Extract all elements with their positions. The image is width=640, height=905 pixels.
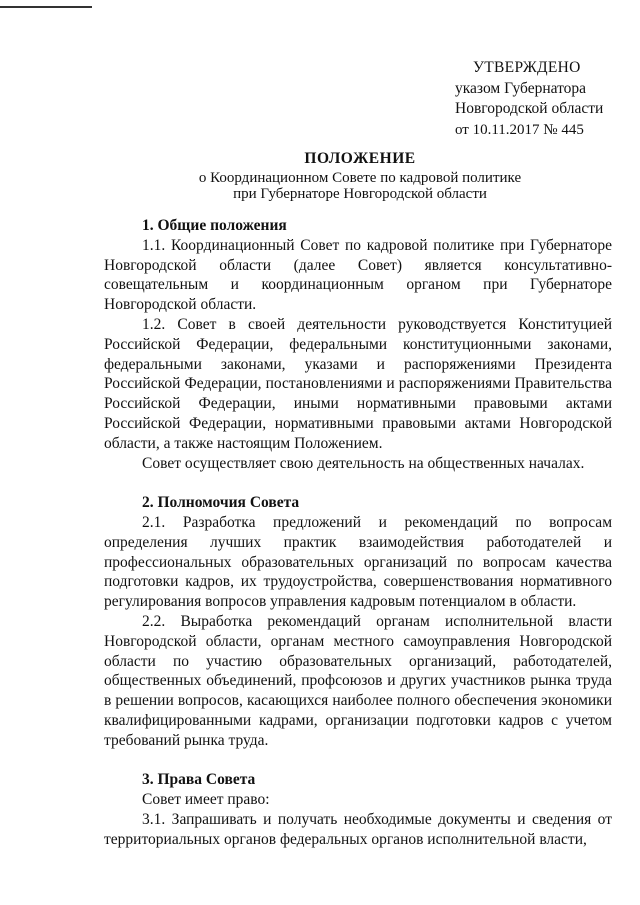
approval-line-1: указом Губернатора bbox=[455, 79, 587, 97]
subtitle-line-1: о Координационном Совете по кадровой политике bbox=[198, 170, 522, 186]
approval-title: УТВЕРЖДЕНО bbox=[473, 59, 581, 76]
document-title: ПОЛОЖЕНИЕ bbox=[304, 150, 416, 167]
scan-corner-line bbox=[0, 6, 92, 8]
paragraph-3-intro: Совет имеет право: bbox=[142, 791, 270, 809]
paragraph-1-2: 1.2. Совет в своей деятельности руководствуется Конституцией Российской Федерации, федеральными конституционными законами, федеральными законами, указами и распоряжениями Президента Российской Федерации, постановлениями и распоряжениями Правительства Российской Федерации, иными нормативными правовыми актами Российской Федерации, нормативными правовыми актами Новгородской области, а также настоящим Положением. bbox=[104, 315, 612, 452]
paragraph-2-1: 2.1. Разработка предложений и рекомендаций по вопросам определения лучших практик взаимодействия работодателей и профессиональных образовательных организаций по вопросам качества подготовки кадров, их трудоустройства, совершенствования нормативного регулирования вопросов управления кадровым потенциалом в области. bbox=[104, 513, 612, 611]
approval-stamp bbox=[455, 58, 630, 140]
section-gap bbox=[104, 473, 612, 493]
section-1-heading: 1. Общие положения bbox=[142, 217, 287, 234]
paragraph-2-2: 2.2. Выработка рекомендаций органам исполнительной власти Новгородской области, органам местного самоуправления Новгородской области по участию образовательных организаций, работодателей, общественных объединений, профсоюзов и других участников рынка труда в решении вопросов, касающихся наиболее полного обеспечения экономики квалифицированными кадрами, организации подготовки кадров с учетом требований рынка труда. bbox=[104, 612, 612, 749]
paragraph-1-3: Совет осуществляет свою деятельность на общественных началах. bbox=[142, 454, 585, 472]
section-2-heading: 2. Полномочия Совета bbox=[142, 494, 300, 512]
section-gap bbox=[104, 751, 612, 771]
paragraph-3-1: 3.1. Запрашивать и получать необходимые документы и сведения от территориальных органов федеральных органов исполнительной власти, bbox=[104, 810, 612, 848]
approval-line-3: от 10.11.2017 № 445 bbox=[455, 121, 584, 138]
approval-line-2: Новгородской области bbox=[455, 100, 604, 117]
subtitle-line-2: при Губернаторе Новгородской области bbox=[233, 186, 487, 202]
section-3-heading: 3. Права Совета bbox=[142, 771, 256, 789]
document-subtitle bbox=[110, 170, 610, 202]
paragraph-1-1: 1.1. Координационный Совет по кадровой политике при Губернаторе Новгородской области (далее Совет) является консультативно-совещательным и координационным органом при Губернаторе Новгородской области. bbox=[104, 236, 612, 314]
document-body bbox=[104, 216, 612, 850]
